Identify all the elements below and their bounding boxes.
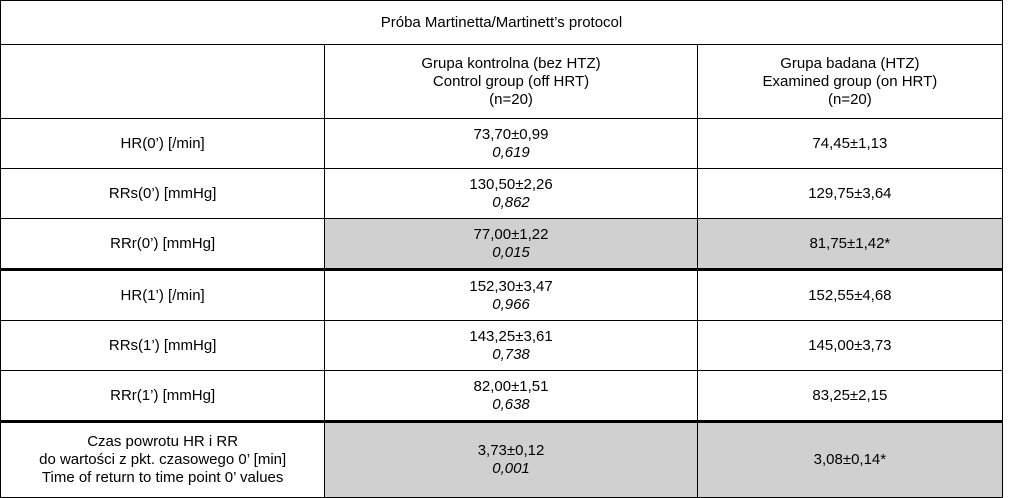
row-label: RRr(0’) [mmHg] <box>1 219 325 270</box>
table-row <box>1 321 1003 371</box>
control-value: 143,25±3,61 <box>469 327 553 345</box>
p-value: 0,862 <box>492 193 530 211</box>
header-examined-line: Grupa badana (HTZ) <box>780 54 920 72</box>
p-value: 0,638 <box>492 395 530 413</box>
header-examined-line: Examined group (on HRT) <box>762 72 938 90</box>
examined-value: 129,75±3,64 <box>697 169 1002 219</box>
control-cell <box>325 371 697 422</box>
header-control-line: Control group (off HRT) <box>432 72 590 90</box>
row-label: RRs(0’) [mmHg] <box>1 169 325 219</box>
p-value: 0,015 <box>492 243 530 261</box>
control-cell <box>325 422 697 498</box>
control-cell <box>325 169 697 219</box>
examined-value: 3,08±0,14* <box>697 422 1002 498</box>
p-value: 0,619 <box>492 143 530 161</box>
control-value: 82,00±1,51 <box>473 377 549 395</box>
header-control-line: (n=20) <box>489 90 533 108</box>
table-row <box>1 119 1003 169</box>
header-control-group <box>325 45 697 119</box>
table-title-row <box>1 1 1003 45</box>
control-value: 130,50±2,26 <box>469 175 553 193</box>
table-row <box>1 422 1003 498</box>
control-value: 3,73±0,12 <box>477 442 545 459</box>
header-examined-group <box>697 45 1002 119</box>
control-value: 73,70±0,99 <box>473 125 549 143</box>
table-row <box>1 371 1003 422</box>
p-value: 0,738 <box>492 345 530 363</box>
table-header-row <box>1 45 1003 119</box>
control-value: 152,30±3,47 <box>469 277 553 295</box>
examined-value: 74,45±1,13 <box>697 119 1002 169</box>
control-cell <box>325 119 697 169</box>
row-label: RRs(1’) [mmHg] <box>1 321 325 371</box>
examined-value: 81,75±1,42* <box>697 219 1002 270</box>
row-label: RRr(1’) [mmHg] <box>1 371 325 422</box>
table-row <box>1 219 1003 270</box>
control-cell <box>325 219 697 270</box>
row-label: HR(1’) [/min] <box>1 270 325 321</box>
p-value: 0,001 <box>492 460 530 477</box>
control-value: 77,00±1,22 <box>473 225 549 243</box>
row-label-line: Time of return to time point 0’ values <box>41 469 284 486</box>
header-examined-line: (n=20) <box>827 90 872 108</box>
row-label-line: do wartości z pkt. czasowego 0’ [min] <box>39 451 287 468</box>
control-cell <box>325 270 697 321</box>
p-value: 0,966 <box>492 295 530 313</box>
table-row <box>1 169 1003 219</box>
header-empty-cell <box>1 45 325 119</box>
row-label <box>1 422 325 498</box>
examined-value: 83,25±2,15 <box>697 371 1002 422</box>
table-row <box>1 270 1003 321</box>
row-label-line: Czas powrotu HR i RR <box>87 433 239 450</box>
examined-value: 145,00±3,73 <box>697 321 1002 371</box>
table-title: Próba Martinetta/Martinett’s protocol <box>1 1 1003 45</box>
row-label: HR(0’) [/min] <box>1 119 325 169</box>
examined-value: 152,55±4,68 <box>697 270 1002 321</box>
header-control-line: Grupa kontrolna (bez HTZ) <box>421 54 601 72</box>
control-cell <box>325 321 697 371</box>
